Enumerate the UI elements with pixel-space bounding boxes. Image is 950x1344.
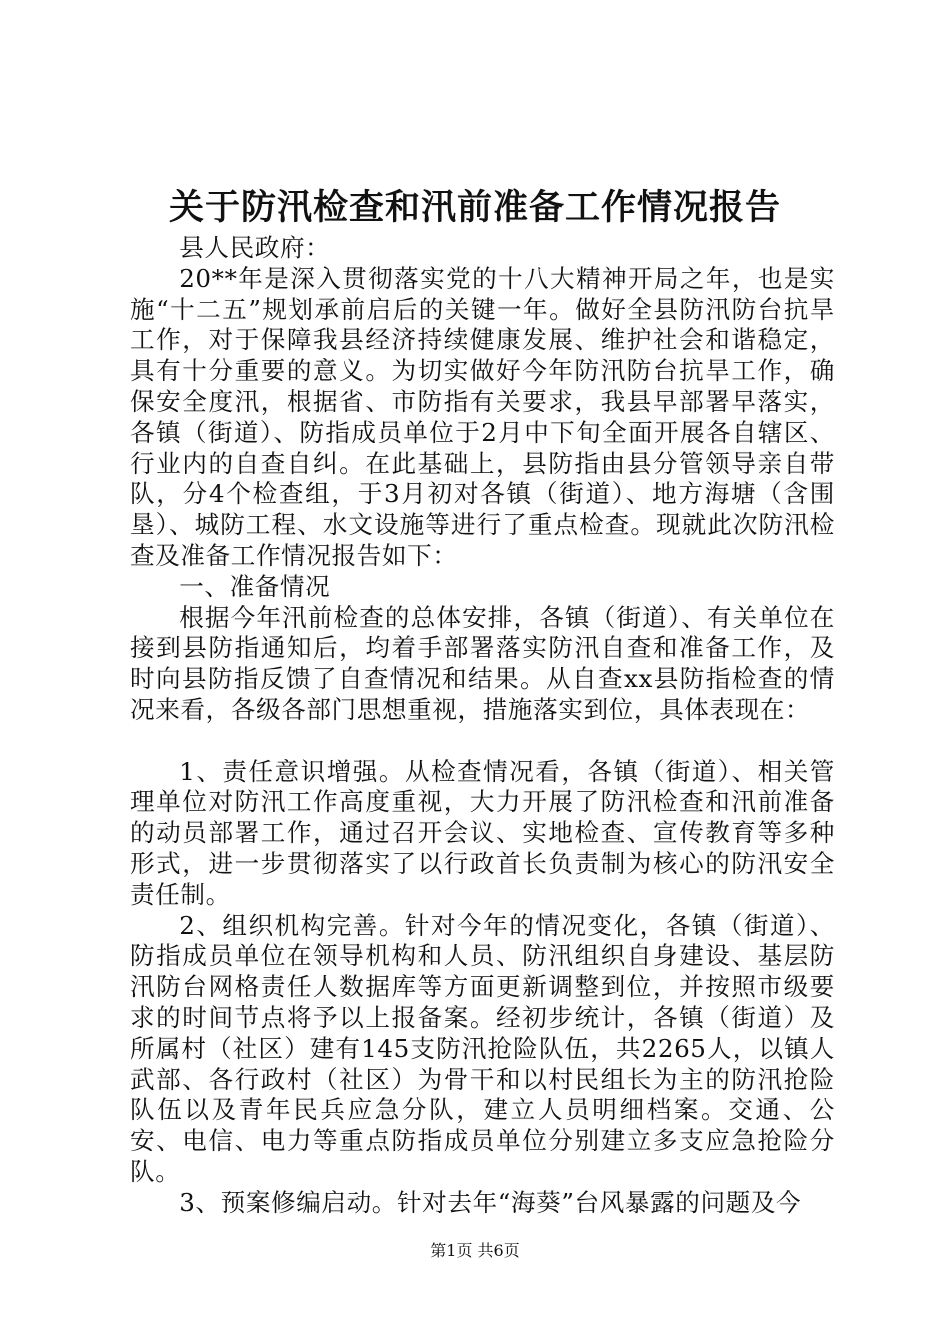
document-body	[130, 233, 835, 1219]
document-title: 关于防汛检查和汛前准备工作情况报告	[168, 187, 781, 228]
paragraph-overview: 根据今年汛前检查的总体安排，各镇（街道）、有关单位在接到县防指通知后，均着手部署落实防汛自查和准备工作，及时向县防指反馈了自查情况和结果。从自查xx县防指检查的情况来看，各级各部门思想重视，措施落实到位，具体表现在：	[130, 602, 835, 724]
paragraph-intro: 20**年是深入贯彻落实党的十八大精神开局之年，也是实施“十二五”规划承前启后的关键一年。做好全县防汛防台抗旱工作，对于保障我县经济持续健康发展、维护社会和谐稳定，具有十分重要的意义。为切实做好今年防汛防台抗旱工作，确保安全度汛，根据省、市防指有关要求，我县早部署早落实，各镇（街道）、防指成员单位于2月中下旬全面开展各自辖区、行业内的自查自纠。在此基础上，县防指由县分管领导亲自带队，分4个检查组，于3月初对各镇（街道）、地方海塘（含围垦）、城防工程、水文设施等进行了重点检查。现就此次防汛检查及准备工作情况报告如下：	[130, 263, 835, 570]
page-footer: 第1页 共6页	[430, 1241, 520, 1260]
section-heading-preparation: 一、准备情况	[179, 571, 331, 601]
salutation: 县人民政府：	[179, 233, 331, 262]
paragraph-item-2: 2、组织机构完善。针对今年的情况变化，各镇（街道）、防指成员单位在领导机构和人员、防汛组织自身建设、基层防汛防台网格责任人数据库等方面更新调整到位，并按照市级要求的时间节点将予以上报备案。经初步统计，各镇（街道）及所属村（社区）建有145支防汛抢险队伍，共2265人，以镇人武部、各行政村（社区）为骨干和以村民组长为主的防汛抢险队伍以及青年民兵应急分队，建立人员明细档案。交通、公安、电信、电力等重点防指成员单位分别建立多支应急抢险分队。	[130, 910, 835, 1186]
paragraph-item-3: 3、预案修编启动。针对去年“海葵”台风暴露的问题及今	[179, 1187, 802, 1217]
paragraph-item-1: 1、责任意识增强。从检查情况看，各镇（街道）、相关管理单位对防汛工作高度重视，大力开展了防汛检查和汛前准备的动员部署工作，通过召开会议、实地检查、宣传教育等多种形式，进一步贯彻落实了以行政首长负责制为核心的防汛安全责任制。	[130, 756, 835, 909]
